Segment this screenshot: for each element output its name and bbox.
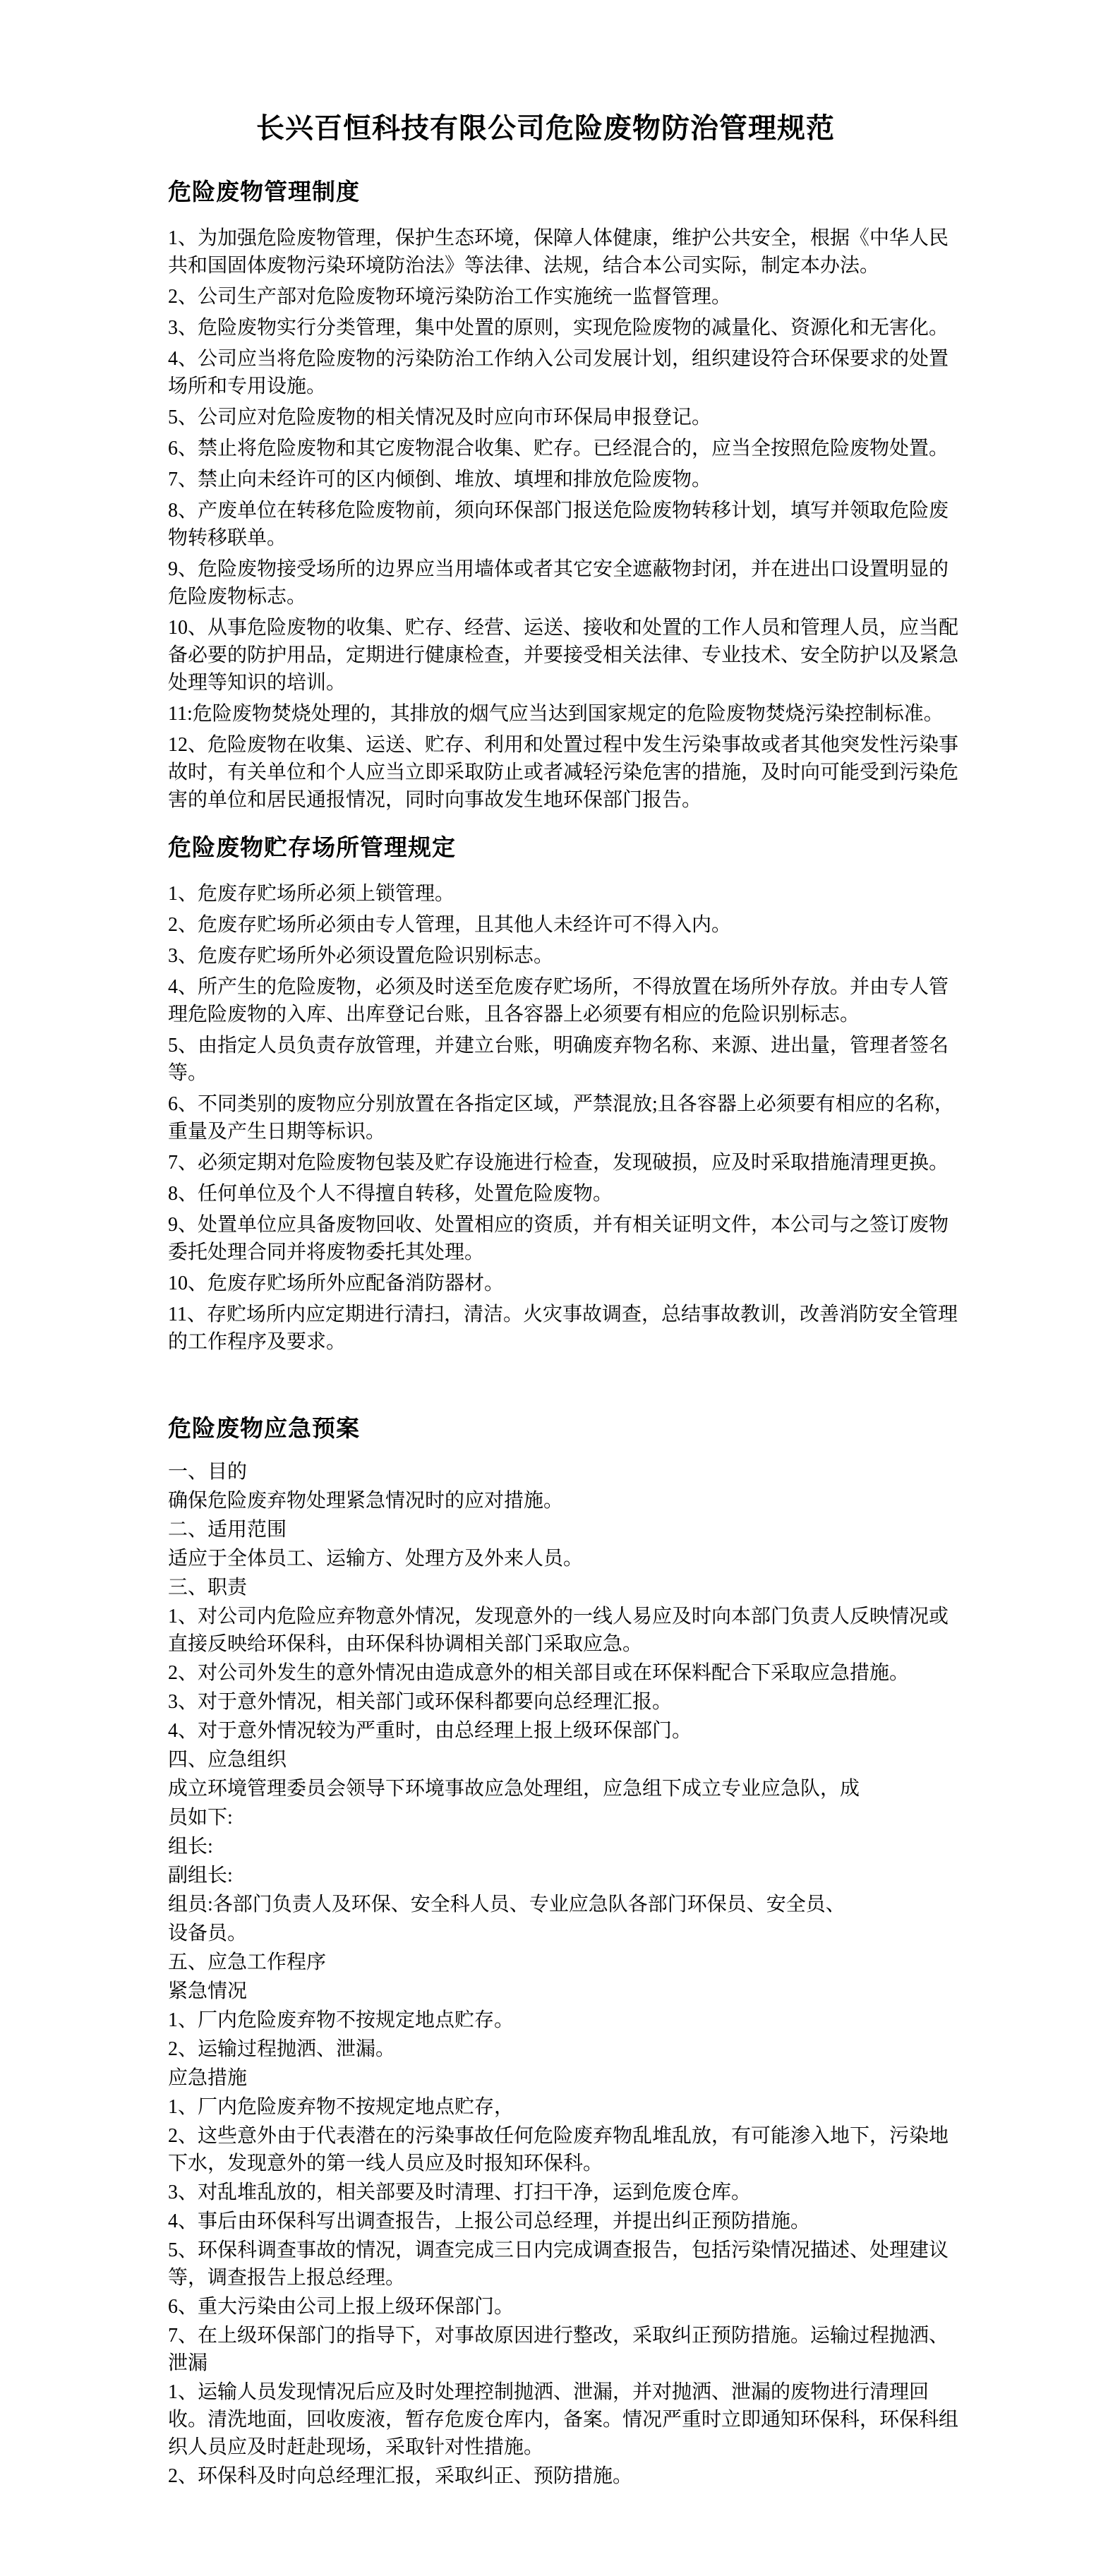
paragraph: 12、危险废物在收集、运送、贮存、利用和处置过程中发生污染事故或者其他突发性污染事故时，有关单位和个人应当立即采取防止或者减轻污染危害的措施，及时向可能受到污染危害的单位和居民通报情况，同时向事故发生地环保部门报告。: [168, 734, 959, 811]
document-section: [168, 1416, 965, 2490]
paragraph: 二、适用范围: [168, 1519, 287, 1541]
paragraph: 4、公司应当将危险废物的污染防治工作纳入公司发展计划，组织建设符合环保要求的处置场所和专用设施。: [168, 348, 949, 397]
paragraph: 1、对公司内危险应弃物意外情况，发现意外的一线人易应及时向本部门负责人反映情况或直接反映给环保科，由环保科协调相关部门采取应急。: [168, 1606, 949, 1655]
paragraph: 6、禁止将危险废物和其它废物混合收集、贮存。已经混合的，应当全按照危险废物处置。: [168, 438, 949, 459]
paragraph: 8、产废单位在转移危险废物前，须向环保部门报送危险废物转移计划，填写并领取危险废物转移联单。: [168, 500, 949, 549]
paragraph: 5、环保科调查事故的情况，调查完成三日内完成调查报告，包括污染情况描述、处理建议等，调查报告上报总经理。: [168, 2239, 949, 2289]
paragraph: 1、为加强危险废物管理，保护生态环境，保障人体健康，维护公共安全，根据《中华人民共和国固体废物污染环境防治法》等法律、法规，结合本公司实际，制定本办法。: [168, 227, 949, 277]
paragraph: 7、必须定期对危险废物包装及贮存设施进行检查，发现破损，应及时采取措施清理更换。: [168, 1152, 949, 1174]
section-heading: 危险废物应急预案: [168, 1416, 360, 1442]
paragraph: 4、所产生的危险废物，必须及时送至危废存贮场所，不得放置在场所外存放。并由专人管理危险废物的入库、出库登记台账，且各容器上必须要有相应的危险识别标志。: [168, 976, 949, 1025]
paragraph: 组员:各部门负责人及环保、安全科人员、专业应急队各部门环保员、安全员、: [168, 1894, 845, 1915]
paragraph: 5、公司应对危险废物的相关情况及时应向市环保局申报登记。: [168, 407, 712, 428]
paragraph: 1、厂内危险废弃物不按规定地点贮存，: [168, 2096, 514, 2118]
paragraph: 确保危险废弃物处理紧急情况时的应对措施。: [168, 1490, 564, 1512]
paragraph: 2、运输过程抛洒、泄漏。: [168, 2038, 396, 2060]
paragraph: 7、禁止向未经许可的区内倾倒、堆放、填埋和排放危险废物。: [168, 469, 712, 490]
paragraph: 7、在上级环保部门的指导下，对事故原因进行整改，采取纠正预防措施。运输过程抛洒、泄漏: [168, 2325, 949, 2374]
paragraph: 11、存贮场所内应定期进行清扫，清洁。火灾事故调查，总结事故教训，改善消防安全管理的工作程序及要求。: [168, 1304, 958, 1353]
paragraph: 2、环保科及时向总经理汇报，采取纠正、预防措施。: [168, 2465, 633, 2487]
paragraph: 11:危险废物焚烧处理的，其排放的烟气应当达到国家规定的危险废物焚烧污染控制标准。: [168, 703, 944, 725]
document-sections: [168, 179, 965, 2490]
paragraph: 四、应急组织: [168, 1749, 287, 1771]
paragraph: 10、从事危险废物的收集、贮存、经营、运送、接收和处置的工作人员和管理人员，应当配备必要的防护用品，定期进行健康检查，并要接受相关法律、专业技术、安全防护以及紧急处理等知识的培训。: [168, 617, 959, 694]
paragraph: 成立环境管理委员会领导下环境事故应急处理组，应急组下成立专业应急队，成: [168, 1778, 860, 1800]
paragraph: 6、重大污染由公司上报上级环保部门。: [168, 2296, 514, 2318]
paragraph: 3、危险废物实行分类管理，集中处置的原则，实现危险废物的减量化、资源化和无害化。: [168, 317, 949, 339]
paragraph: 适应于全体员工、运输方、处理方及外来人员。: [168, 1548, 584, 1570]
paragraph: 8、任何单位及个人不得擅自转移，处置危险废物。: [168, 1183, 613, 1205]
paragraph: 副组长:: [168, 1865, 233, 1886]
paragraph: 1、厂内危险废弃物不按规定地点贮存。: [168, 2009, 514, 2031]
paragraph: 3、对于意外情况，相关部门或环保科都要向总经理汇报。: [168, 1691, 673, 1713]
document-section: [168, 835, 965, 1356]
paragraph: 员如下:: [168, 1807, 233, 1829]
paragraph: 紧急情况: [168, 1980, 248, 2002]
paragraph: 1、运输人员发现情况后应及时处理控制抛洒、泄漏，并对抛洒、泄漏的废物进行清理回收。清洗地面，回收废液，暂存危废仓库内，备案。情况严重时立即通知环保科，环保科组织人员应及时赶赴现场，采取针对性措施。: [168, 2381, 959, 2458]
document-section: [168, 179, 965, 814]
paragraph: 4、事后由环保科写出调查报告，上报公司总经理，并提出纠正预防措施。: [168, 2210, 811, 2232]
paragraph: 设备员。: [168, 1922, 248, 1944]
paragraph: 五、应急工作程序: [168, 1951, 327, 1973]
paragraph: 2、对公司外发生的意外情况由造成意外的相关部目或在环保料配合下采取应急措施。: [168, 1662, 910, 1684]
paragraph: 4、对于意外情况较为严重时，由总经理上报上级环保部门。: [168, 1720, 692, 1742]
paragraph: 9、危险废物接受场所的边界应当用墙体或者其它安全遮蔽物封闭，并在进出口设置明显的危险废物标志。: [168, 558, 949, 608]
paragraph: 2、公司生产部对危险废物环境污染防治工作实施统一监督管理。: [168, 286, 732, 308]
document-title: 长兴百恒科技有限公司危险废物防治管理规范: [256, 112, 835, 144]
paragraph: 2、这些意外由于代表潜在的污染事故任何危险废弃物乱堆乱放，有可能渗入地下，污染地下水，发现意外的第一线人员应及时报知环保科。: [168, 2125, 949, 2174]
paragraph: 3、对乱堆乱放的，相关部要及时清理、打扫干净，运到危废仓库。: [168, 2181, 752, 2203]
paragraph: 3、危废存贮场所外必须设置危险识别标志。: [168, 945, 554, 967]
paragraph: 10、危废存贮场所外应配备消防器材。: [168, 1272, 505, 1294]
section-heading: 危险废物贮存场所管理规定: [168, 836, 456, 861]
paragraph: 三、职责: [168, 1577, 248, 1599]
paragraph: 组长:: [168, 1836, 213, 1858]
paragraph: 1、危废存贮场所必须上锁管理。: [168, 883, 455, 905]
paragraph: 2、危废存贮场所必须由专人管理，且其他人未经许可不得入内。: [168, 914, 732, 936]
paragraph: 应急措施: [168, 2067, 248, 2089]
paragraph: 5、由指定人员负责存放管理，并建立台账，明确废弃物名称、来源、进出量，管理者签名等。: [168, 1035, 949, 1084]
paragraph: 一、目的: [168, 1461, 248, 1483]
paragraph: 9、处置单位应具备废物回收、处置相应的资质，并有相关证明文件，本公司与之签订废物委托处理合同并将废物委托其处理。: [168, 1214, 949, 1263]
section-heading: 危险废物管理制度: [168, 180, 360, 205]
paragraph: 6、不同类别的废物应分别放置在各指定区域，严禁混放;且各容器上必须要有相应的名称，重量及产生日期等标识。: [168, 1093, 954, 1143]
